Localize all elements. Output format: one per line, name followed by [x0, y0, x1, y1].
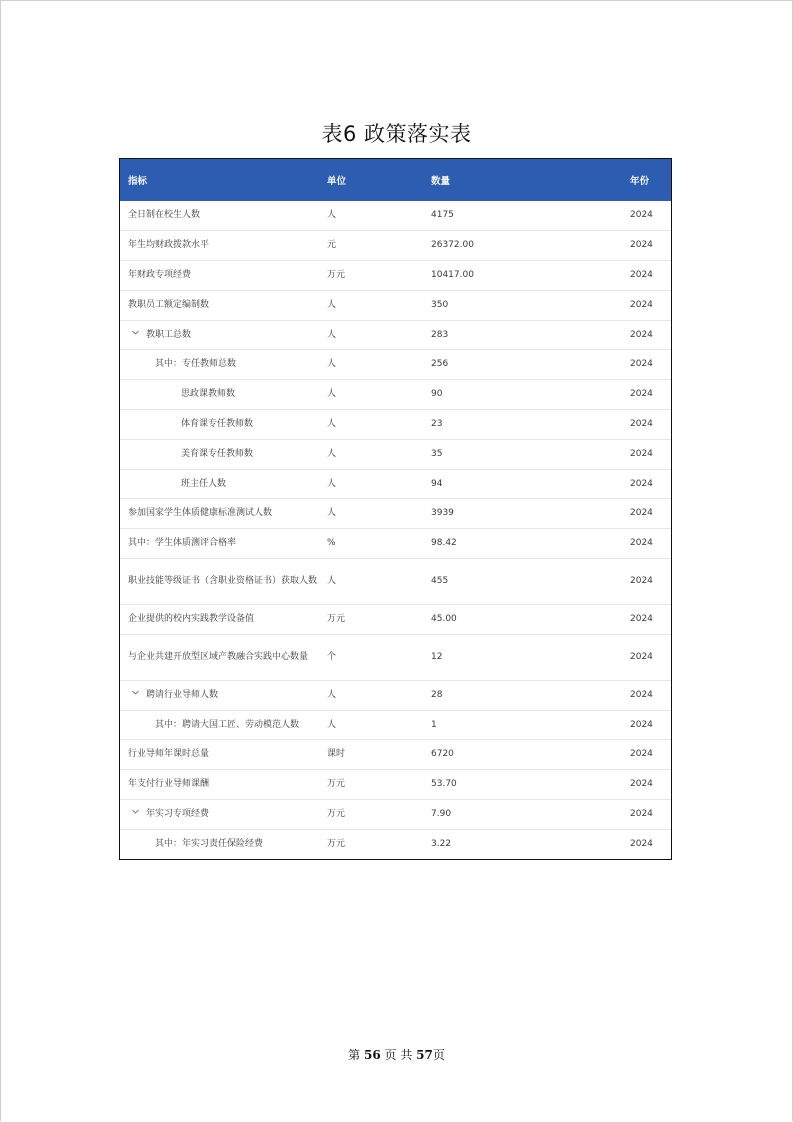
indicator-label: 年实习专项经费 — [146, 808, 210, 819]
year-cell: 2024 — [630, 770, 671, 800]
indicator-label: 年生均财政拨款水平 — [128, 240, 210, 251]
quantity-cell: 10417.00 — [423, 261, 630, 291]
year-cell: 2024 — [630, 634, 671, 680]
unit-cell: 课时 — [319, 740, 423, 770]
indicator-cell — [120, 499, 319, 529]
unit-cell: 人 — [319, 380, 423, 410]
year-cell: 2024 — [630, 350, 671, 380]
unit-cell: 人 — [319, 710, 423, 740]
indicator-label: 班主任人数 — [181, 478, 227, 489]
quantity-cell: 3.22 — [431, 838, 452, 849]
table-row — [120, 350, 671, 380]
footer-suffix: 页 — [432, 1048, 445, 1062]
policy-table-grid — [120, 159, 671, 859]
table-row — [120, 469, 671, 499]
footer-prefix: 第 — [348, 1048, 361, 1062]
quantity-cell: 283 — [423, 320, 630, 350]
indicator-label: 年财政专项经费 — [128, 269, 192, 280]
unit-cell: 人 — [319, 290, 423, 320]
indicator-cell — [120, 410, 319, 440]
quantity-cell: 1 — [423, 710, 630, 740]
year-cell: 2024 — [630, 231, 671, 261]
unit-cell: 个 — [319, 634, 423, 680]
year-cell: 2024 — [630, 605, 671, 635]
quantity-cell: 45.00 — [423, 605, 630, 635]
year-cell: 2024 — [630, 740, 671, 770]
unit-cell: 万元 — [319, 605, 423, 635]
table-body — [120, 201, 671, 859]
header-quantity: 数量 — [431, 176, 451, 187]
indicator-cell — [120, 559, 319, 605]
quantity-cell: 256 — [423, 350, 630, 380]
table-row — [120, 710, 671, 740]
indicator-label: 其中：聘请大国工匠、劳动模范人数 — [155, 719, 300, 730]
indicator-cell — [120, 469, 319, 499]
indicator-label: 其中：年实习责任保险经费 — [155, 838, 264, 849]
table-row — [120, 634, 671, 680]
table-row — [120, 290, 671, 320]
indicator-cell — [120, 800, 319, 830]
unit-cell: 人 — [319, 469, 423, 499]
quantity-cell: 3939 — [423, 499, 630, 529]
indicator-label: 与企业共建开放型区域产教融合实践中心数量 — [128, 651, 309, 662]
table-row — [120, 380, 671, 410]
table-row — [120, 320, 671, 350]
year-cell: 2024 — [630, 320, 671, 350]
year-cell: 2024 — [630, 290, 671, 320]
indicator-label: 职业技能等级证书（含职业资格证书）获取人数 — [128, 576, 318, 587]
indicator-cell — [120, 439, 319, 469]
quantity-cell: 35 — [423, 439, 630, 469]
indicator-label: 参加国家学生体质健康标准测试人数 — [128, 508, 273, 519]
unit-cell: 人 — [319, 680, 423, 710]
table-row — [120, 829, 671, 859]
unit-cell: 元 — [319, 231, 423, 261]
table-row — [120, 605, 671, 635]
indicator-label: 教职工总数 — [146, 329, 192, 340]
quantity-cell: 7.90 — [423, 800, 630, 830]
table-row — [120, 261, 671, 291]
indicator-cell — [120, 350, 319, 380]
footer-total-pages: 57 — [416, 1048, 433, 1062]
year-cell: 2024 — [630, 800, 671, 830]
indicator-cell — [120, 201, 319, 231]
quantity-cell: 350 — [423, 290, 630, 320]
footer-current-page: 56 — [363, 1048, 381, 1062]
year-cell: 2024 — [630, 529, 671, 559]
quantity-cell: 4175 — [423, 201, 630, 231]
indicator-cell — [120, 261, 319, 291]
unit-cell: 人 — [319, 499, 423, 529]
chevron-down-icon[interactable] — [132, 808, 139, 815]
year-cell: 2024 — [630, 261, 671, 291]
unit-cell: 人 — [319, 320, 423, 350]
year-cell: 2024 — [630, 410, 671, 440]
chevron-down-icon[interactable] — [132, 329, 139, 336]
indicator-label: 年支付行业导师课酬 — [128, 779, 210, 790]
indicator-cell — [120, 320, 319, 350]
year-cell: 2024 — [630, 710, 671, 740]
indicator-label: 企业提供的校内实践教学设备值 — [128, 613, 255, 624]
indicator-cell — [120, 829, 319, 859]
indicator-cell — [120, 680, 319, 710]
year-cell: 2024 — [630, 201, 671, 231]
table-row — [120, 740, 671, 770]
year-cell: 2024 — [630, 838, 653, 849]
year-cell: 2024 — [630, 499, 671, 529]
header-year: 年份 — [630, 176, 650, 187]
unit-cell: 万元 — [319, 770, 423, 800]
table-row — [120, 231, 671, 261]
indicator-label: 思政课教师数 — [181, 389, 236, 400]
year-cell: 2024 — [630, 469, 671, 499]
policy-table — [119, 158, 672, 860]
indicator-label: 聘请行业导师人数 — [146, 689, 219, 700]
indicator-cell — [120, 380, 319, 410]
year-cell: 2024 — [630, 680, 671, 710]
quantity-cell: 94 — [423, 469, 630, 499]
year-cell: 2024 — [630, 380, 671, 410]
quantity-cell: 98.42 — [423, 529, 630, 559]
indicator-label: 行业导师年课时总量 — [128, 749, 210, 760]
table-row — [120, 770, 671, 800]
indicator-cell — [120, 770, 319, 800]
quantity-cell: 53.70 — [423, 770, 630, 800]
chevron-down-icon[interactable] — [132, 689, 139, 696]
indicator-cell — [120, 740, 319, 770]
quantity-cell: 6720 — [423, 740, 630, 770]
quantity-cell: 12 — [423, 634, 630, 680]
unit-cell: 人 — [319, 201, 423, 231]
indicator-cell — [120, 231, 319, 261]
header-indicator: 指标 — [128, 176, 148, 187]
table-row — [120, 410, 671, 440]
page-footer — [0, 1046, 793, 1063]
year-cell: 2024 — [630, 439, 671, 469]
table-title: 表6 政策落实表 — [321, 122, 472, 146]
indicator-label: 体育课专任教师数 — [181, 418, 254, 429]
unit-cell: % — [319, 529, 423, 559]
indicator-cell — [120, 605, 319, 635]
table-row — [120, 529, 671, 559]
quantity-cell: 23 — [423, 410, 630, 440]
unit-cell: 万元 — [327, 838, 346, 849]
quantity-cell: 26372.00 — [423, 231, 630, 261]
header-unit: 单位 — [327, 176, 347, 187]
table-row — [120, 439, 671, 469]
unit-cell: 人 — [319, 559, 423, 605]
indicator-label: 美育课专任教师数 — [181, 448, 254, 459]
table-row — [120, 800, 671, 830]
table-header-row — [120, 159, 671, 201]
table-row — [120, 499, 671, 529]
quantity-cell: 90 — [423, 380, 630, 410]
indicator-label: 教职员工额定编制数 — [128, 299, 210, 310]
unit-cell: 人 — [319, 410, 423, 440]
indicator-cell — [120, 710, 319, 740]
indicator-label: 其中：专任教师总数 — [155, 359, 237, 370]
indicator-cell — [120, 290, 319, 320]
year-cell: 2024 — [630, 559, 671, 605]
unit-cell: 万元 — [319, 261, 423, 291]
unit-cell: 人 — [319, 439, 423, 469]
indicator-cell — [120, 634, 319, 680]
unit-cell: 万元 — [319, 800, 423, 830]
unit-cell: 人 — [319, 350, 423, 380]
indicator-label: 全日制在校生人数 — [128, 210, 201, 221]
indicator-cell — [120, 529, 319, 559]
indicator-label: 其中：学生体质测评合格率 — [128, 538, 237, 549]
footer-middle: 页 共 — [384, 1048, 413, 1062]
quantity-cell: 455 — [423, 559, 630, 605]
table-row — [120, 201, 671, 231]
table-row — [120, 680, 671, 710]
table-row — [120, 559, 671, 605]
quantity-cell: 28 — [423, 680, 630, 710]
